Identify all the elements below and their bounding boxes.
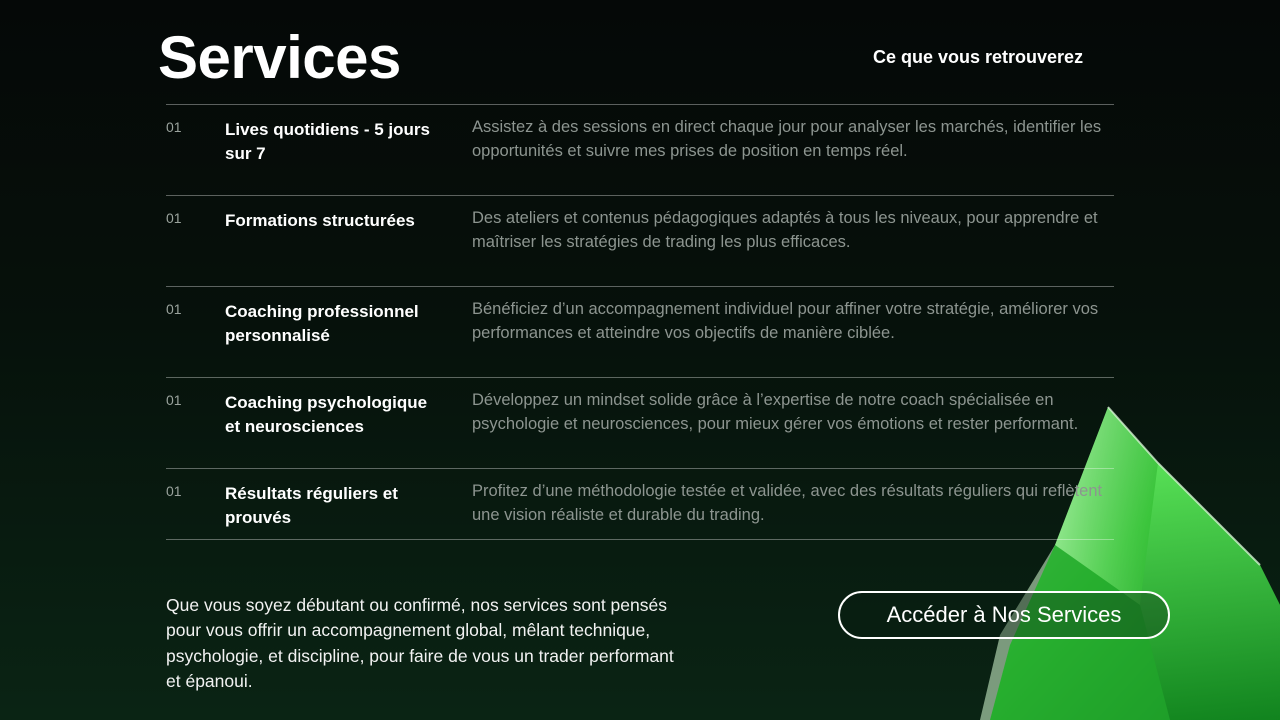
service-description: Des ateliers et contenus pédagogiques adaptés à tous les niveaux, pour apprendre et maîtriser les stratégies de trading les plus efficaces.	[472, 209, 1098, 251]
access-services-button[interactable]: Accéder à Nos Services	[838, 591, 1170, 639]
service-name: Formations structurées	[225, 211, 415, 230]
service-row	[166, 378, 1114, 469]
service-row	[166, 287, 1114, 378]
page-title: Services	[158, 24, 401, 91]
service-number: 01	[166, 392, 182, 408]
service-number: 01	[166, 483, 182, 499]
service-number: 01	[166, 301, 182, 317]
service-row	[166, 196, 1114, 287]
service-name: Coaching psychologique et neurosciences	[225, 393, 428, 436]
service-number: 01	[166, 119, 182, 135]
service-description: Développez un mindset solide grâce à l’expertise de notre coach spécialisée en psychologie et neurosciences, pour mieux gérer vos émotions et rester performant.	[472, 391, 1079, 433]
service-name: Résultats réguliers et prouvés	[225, 484, 398, 527]
service-description: Assistez à des sessions en direct chaque jour pour analyser les marchés, identifier les opportunités et suivre mes prises de position en temps réel.	[472, 118, 1102, 160]
section-subtitle: Ce que vous retrouverez	[873, 47, 1084, 67]
service-row	[166, 105, 1114, 196]
service-number: 01	[166, 210, 182, 226]
service-name: Lives quotidiens - 5 jours sur 7	[225, 120, 430, 163]
service-description: Profitez d’une méthodologie testée et validée, avec des résultats réguliers qui reflètent une vision réaliste et durable du trading.	[472, 482, 1103, 524]
services-list	[166, 104, 1114, 540]
service-name: Coaching professionnel personnalisé	[225, 302, 419, 345]
service-row	[166, 469, 1114, 540]
service-description: Bénéficiez d’un accompagnement individuel pour affiner votre stratégie, améliorer vos performances et atteindre vos objectifs de manière ciblée.	[472, 300, 1099, 342]
intro-paragraph: Que vous soyez débutant ou confirmé, nos services sont pensés pour vous offrir un accompagnement global, mêlant technique, psychologie, et discipline, pour faire de vous un trader performant et épanoui.	[166, 594, 674, 691]
